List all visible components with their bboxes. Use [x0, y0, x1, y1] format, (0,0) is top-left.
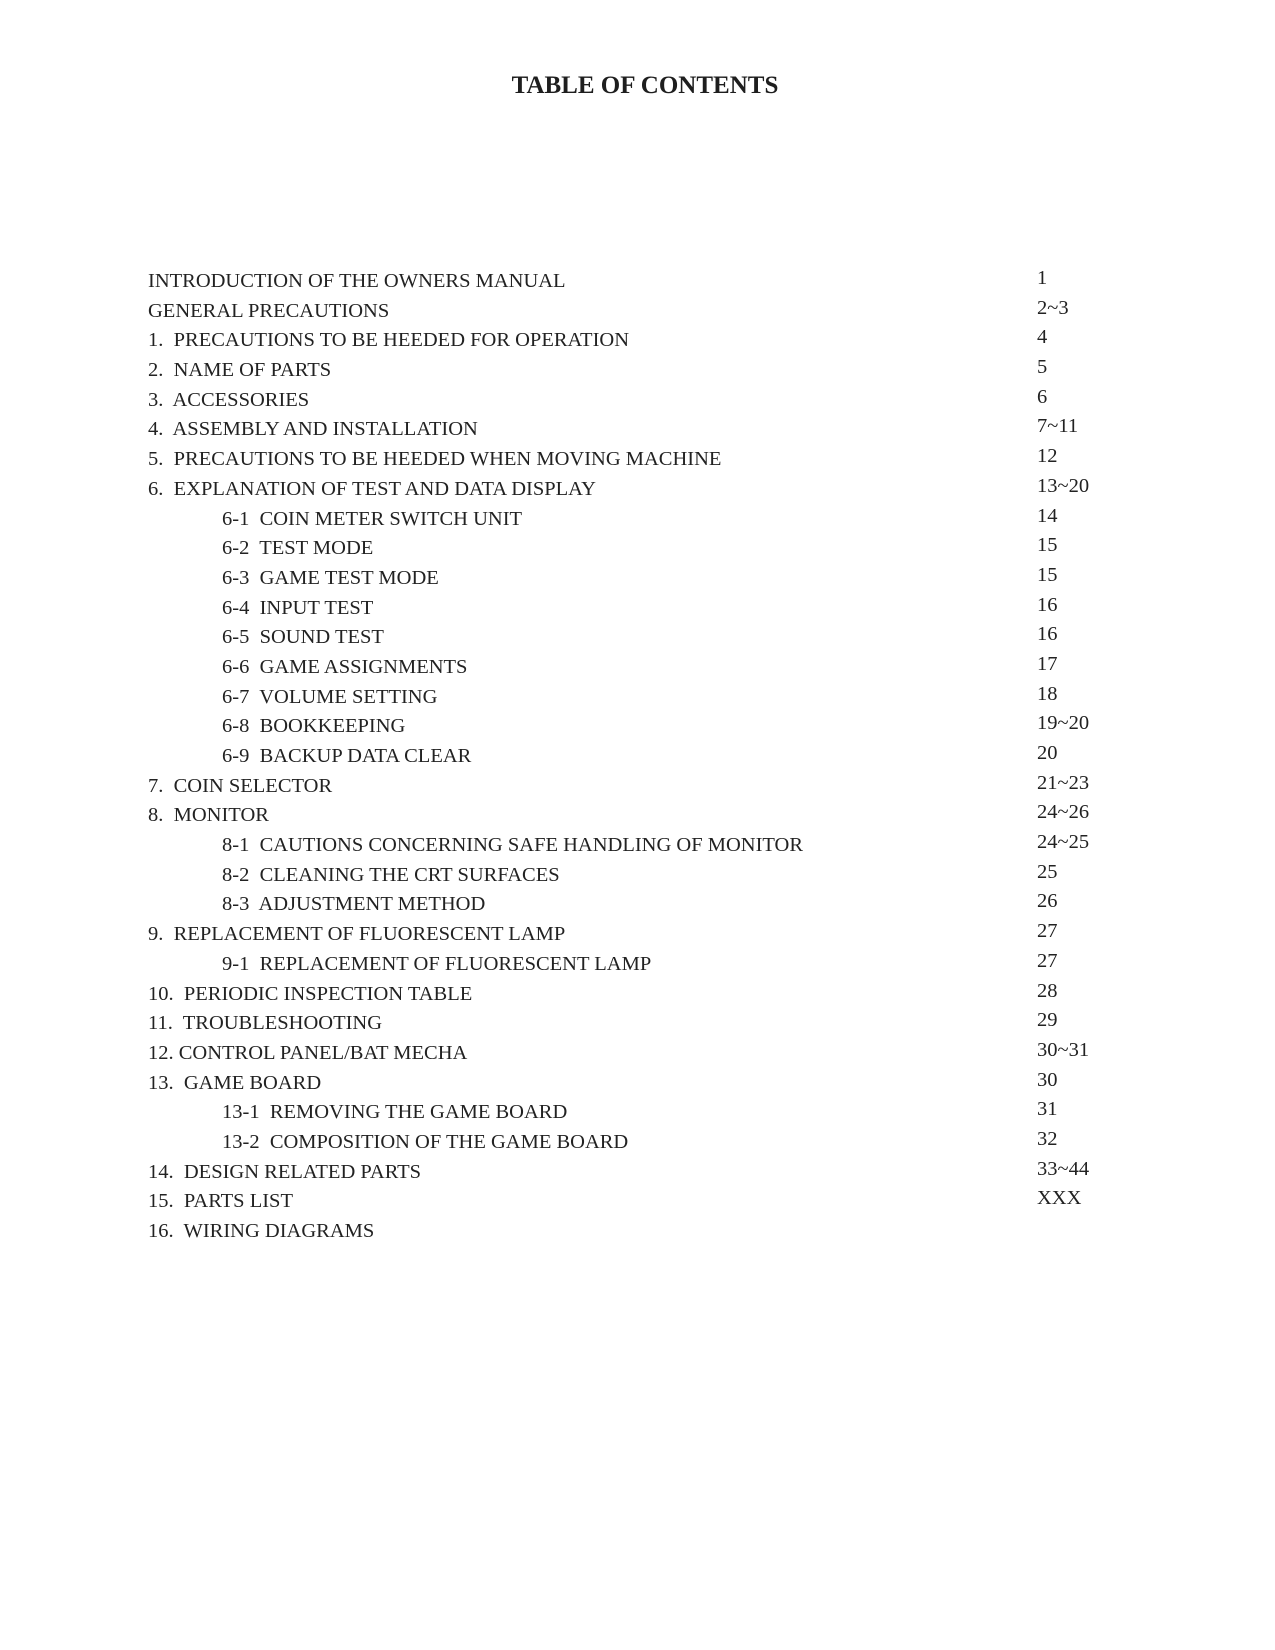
toc-subentry	[148, 623, 1148, 653]
toc-entry-title: 2. NAME OF PARTS	[148, 359, 332, 382]
toc-entry	[148, 356, 1148, 386]
toc-subentry	[148, 683, 1148, 713]
toc-entry	[148, 1187, 1148, 1217]
toc-entry-title: 8-2 CLEANING THE CRT SURFACES	[222, 863, 560, 886]
toc-entry-page: 32	[1037, 1127, 1058, 1150]
toc-entry-page: XXX	[1037, 1187, 1082, 1210]
toc-entry-page: 6	[1037, 385, 1048, 408]
toc-entry-page: 17	[1037, 652, 1058, 675]
toc-entry	[148, 1069, 1148, 1099]
toc-entry-title: 6-3 GAME TEST MODE	[222, 566, 439, 589]
toc-entry	[148, 445, 1148, 475]
toc-entry-page: 14	[1037, 504, 1058, 527]
toc-entry-page: 26	[1037, 890, 1058, 913]
toc-entry-page: 25	[1037, 860, 1058, 883]
toc-entry-page: 29	[1037, 1009, 1058, 1032]
toc-entry-title: 13-1 REMOVING THE GAME BOARD	[222, 1101, 568, 1124]
toc-entry-title: 7. COIN SELECTOR	[148, 774, 333, 797]
toc-entry-page: 5	[1037, 356, 1048, 379]
toc-entry-page: 16	[1037, 623, 1058, 646]
toc-subentry	[148, 742, 1148, 772]
toc-subentry	[148, 534, 1148, 564]
toc-entry-title: 16. WIRING DIAGRAMS	[148, 1220, 375, 1242]
toc-entry-title: 8-1 CAUTIONS CONCERNING SAFE HANDLING OF MONITOR	[222, 834, 804, 857]
toc-entry	[148, 297, 1148, 327]
toc-entry-page: 4	[1037, 326, 1048, 349]
toc-entry-page: 28	[1037, 979, 1058, 1002]
toc-entry-title: 13-2 COMPOSITION OF THE GAME BOARD	[222, 1130, 629, 1153]
toc-entry-page: 24~26	[1037, 801, 1090, 824]
toc-entry-page: 13~20	[1037, 474, 1090, 497]
toc-subentry	[148, 505, 1148, 535]
toc-entry-page: 1	[1037, 267, 1048, 289]
toc-subentry	[148, 890, 1148, 920]
toc-entry-title: 10. PERIODIC INSPECTION TABLE	[148, 982, 473, 1005]
toc-entry-title: 6. EXPLANATION OF TEST AND DATA DISPLAY	[148, 477, 596, 500]
toc-entry-page: 27	[1037, 920, 1058, 943]
toc-entry	[148, 1217, 1148, 1247]
toc-entry	[148, 1158, 1148, 1188]
toc-entry-page: 27	[1037, 949, 1058, 972]
toc-entry-page: 30	[1037, 1068, 1058, 1091]
toc-entry	[148, 980, 1148, 1010]
toc-subentry	[148, 1128, 1148, 1158]
toc-entry-title: 4. ASSEMBLY AND INSTALLATION	[148, 418, 478, 441]
toc-entry-title: 8-3 ADJUSTMENT METHOD	[222, 893, 486, 916]
toc-entry-page: 18	[1037, 682, 1058, 705]
toc-entry-title: 6-4 INPUT TEST	[222, 596, 374, 619]
toc-entry	[148, 415, 1148, 445]
toc-entry-title: 6-6 GAME ASSIGNMENTS	[222, 655, 468, 678]
toc-entry	[148, 1009, 1148, 1039]
toc-subentry	[148, 831, 1148, 861]
toc-subentry	[148, 653, 1148, 683]
toc-entry	[148, 801, 1148, 831]
toc-entry-title: 12. CONTROL PANEL/BAT MECHA	[148, 1041, 468, 1064]
toc-subentry	[148, 594, 1148, 624]
table-of-contents	[148, 267, 1148, 1247]
toc-entry-page: 30~31	[1037, 1038, 1090, 1061]
toc-entry-page: 2~3	[1037, 296, 1069, 319]
toc-entry-title: INTRODUCTION OF THE OWNERS MANUAL	[148, 270, 566, 292]
toc-subentry	[148, 1098, 1148, 1128]
toc-entry-page: 31	[1037, 1098, 1058, 1121]
toc-entry-page: 7~11	[1037, 415, 1079, 438]
toc-entry-page: 21~23	[1037, 771, 1090, 794]
toc-subentry	[148, 950, 1148, 980]
toc-entry-title: 13. GAME BOARD	[148, 1071, 322, 1094]
toc-entry-title: 8. MONITOR	[148, 804, 269, 827]
toc-entry-title: GENERAL PRECAUTIONS	[148, 299, 390, 322]
toc-entry-page: 16	[1037, 593, 1058, 616]
toc-entry-title: 6-8 BOOKKEEPING	[222, 715, 406, 738]
toc-entry	[148, 1039, 1148, 1069]
toc-entry-title: 11. TROUBLESHOOTING	[148, 1012, 383, 1035]
toc-subentry	[148, 712, 1148, 742]
toc-entry-title: 5. PRECAUTIONS TO BE HEEDED WHEN MOVING MACHINE	[148, 448, 722, 471]
toc-subentry	[148, 861, 1148, 891]
toc-subentry	[148, 564, 1148, 594]
toc-entry-title: 6-1 COIN METER SWITCH UNIT	[222, 507, 523, 530]
toc-entry-page: 12	[1037, 445, 1058, 468]
toc-entry-title: 3. ACCESSORIES	[148, 388, 310, 411]
toc-entry-title: 14. DESIGN RELATED PARTS	[148, 1160, 422, 1183]
toc-entry	[148, 267, 1148, 297]
toc-entry-title: 9. REPLACEMENT OF FLUORESCENT LAMP	[148, 923, 566, 946]
toc-entry-title: 6-2 TEST MODE	[222, 537, 374, 560]
toc-entry-title: 6-9 BACKUP DATA CLEAR	[222, 745, 472, 767]
toc-entry-page: 15	[1037, 563, 1058, 586]
toc-entry	[148, 386, 1148, 416]
toc-entry-page: 20	[1037, 742, 1058, 764]
toc-entry	[148, 920, 1148, 950]
toc-entry-title: 6-7 VOLUME SETTING	[222, 685, 438, 708]
toc-entry	[148, 772, 1148, 802]
toc-entry-title: 1. PRECAUTIONS TO BE HEEDED FOR OPERATION	[148, 329, 630, 352]
toc-entry	[148, 326, 1148, 356]
toc-entry-page: 19~20	[1037, 712, 1090, 735]
toc-entry-title: 9-1 REPLACEMENT OF FLUORESCENT LAMP	[222, 952, 652, 975]
toc-entry-title: 6-5 SOUND TEST	[222, 626, 384, 649]
toc-entry	[148, 475, 1148, 505]
toc-entry-title: 15. PARTS LIST	[148, 1190, 293, 1213]
toc-entry-page: 24~25	[1037, 831, 1090, 854]
toc-entry-page: 33~44	[1037, 1157, 1090, 1180]
page-title: TABLE OF CONTENTS	[511, 72, 779, 99]
toc-entry-page: 15	[1037, 534, 1058, 557]
